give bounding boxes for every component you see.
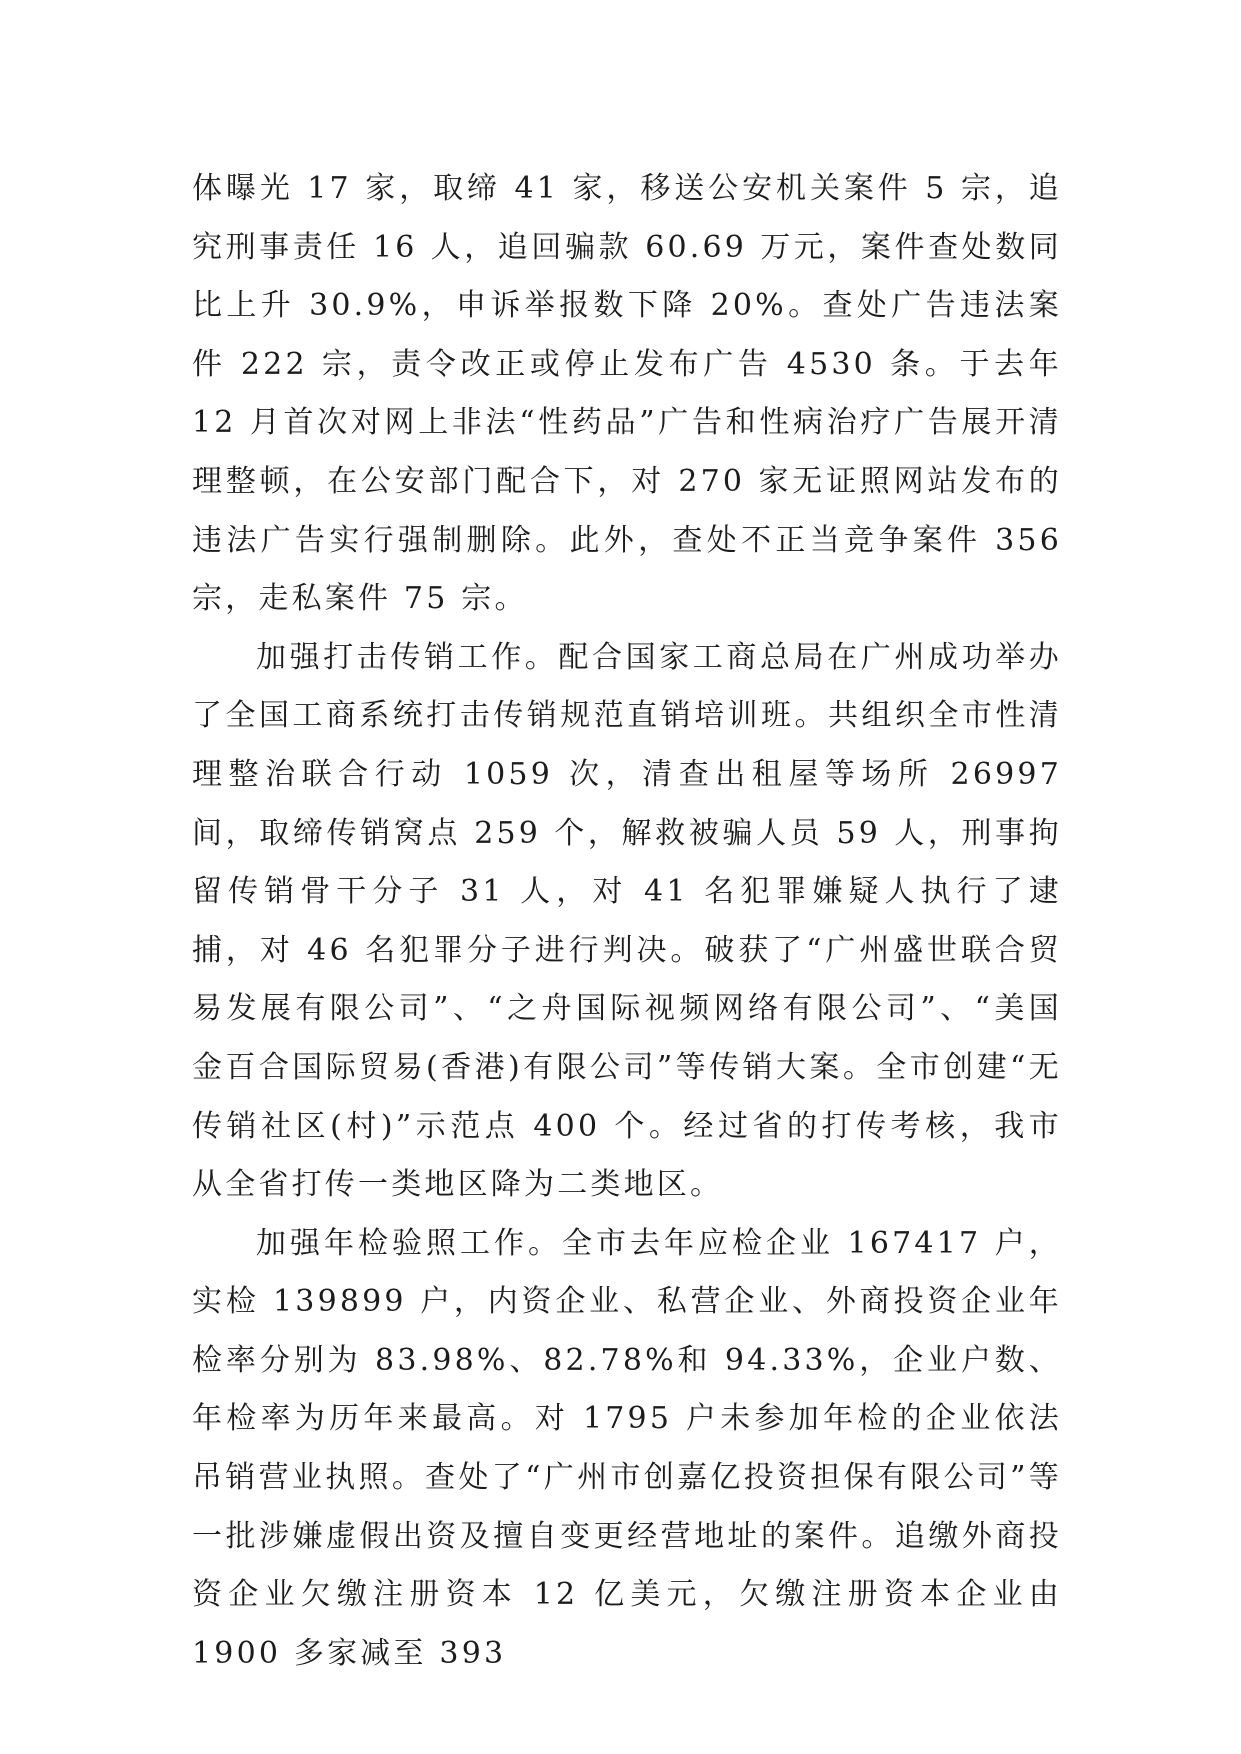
paragraph-anti-pyramid-selling: 加强打击传销工作。配合国家工商总局在广州成功举办了全国工商系统打击传销规范直销培训班。共组织全市性清理整治联合行动 1059 次，清查出租屋等场所 26997 间，取缔传销窝点 259 个，解救被骗人员 59 人，刑事拘留传销骨干分子 31 人，对 41 名犯罪嫌疑人执行了逮捕，对 46 名犯罪分子进行判决。破获了“广州盛世联合贸易发展有限公司”、“之舟国际视频网络有限公司”、“美国金百合国际贸易(香港)有限公司”等传销大案。全市创建“无传销社区(村)”示范点 400 个。经过省的打传考核，我市从全省打传一类地区降为二类地区。 xyxy=(192,639,1062,1203)
paragraph-annual-inspection: 加强年检验照工作。全市去年应检企业 167417 户，实检 139899 户，内资企业、私营企业、外商投资企业年检率分别为 83.98%、82.78%和 94.33%，企业户数、年检率为历年来最高。对 1795 户未参加年检的企业依法吊销营业执照。查处了“广州市创嘉亿投资担保有限公司”等一批涉嫌虚假出资及擅自变更经营地址的案件。追缴外商投资企业欠缴注册资本 12 亿美元，欠缴注册资本企业由 1900 多家减至 393 xyxy=(192,1225,1062,1671)
document-body xyxy=(192,160,1062,1683)
paragraph-enforcement-summary: 体曝光 17 家，取缔 41 家，移送公安机关案件 5 宗，追究刑事责任 16 人，追回骗款 60.69 万元，案件查处数同比上升 30.9%，申诉举报数下降 20%。查处广告违法案件 222 宗，责令改正或停止发布广告 4530 条。于去年 12 月首次对网上非法“性药品”广告和性病治疗广告展开清理整顿，在公安部门配合下，对 270 家无证照网站发布的违法广告实行强制删除。此外，查处不正当竞争案件 356 宗，走私案件 75 宗。 xyxy=(192,171,1062,617)
